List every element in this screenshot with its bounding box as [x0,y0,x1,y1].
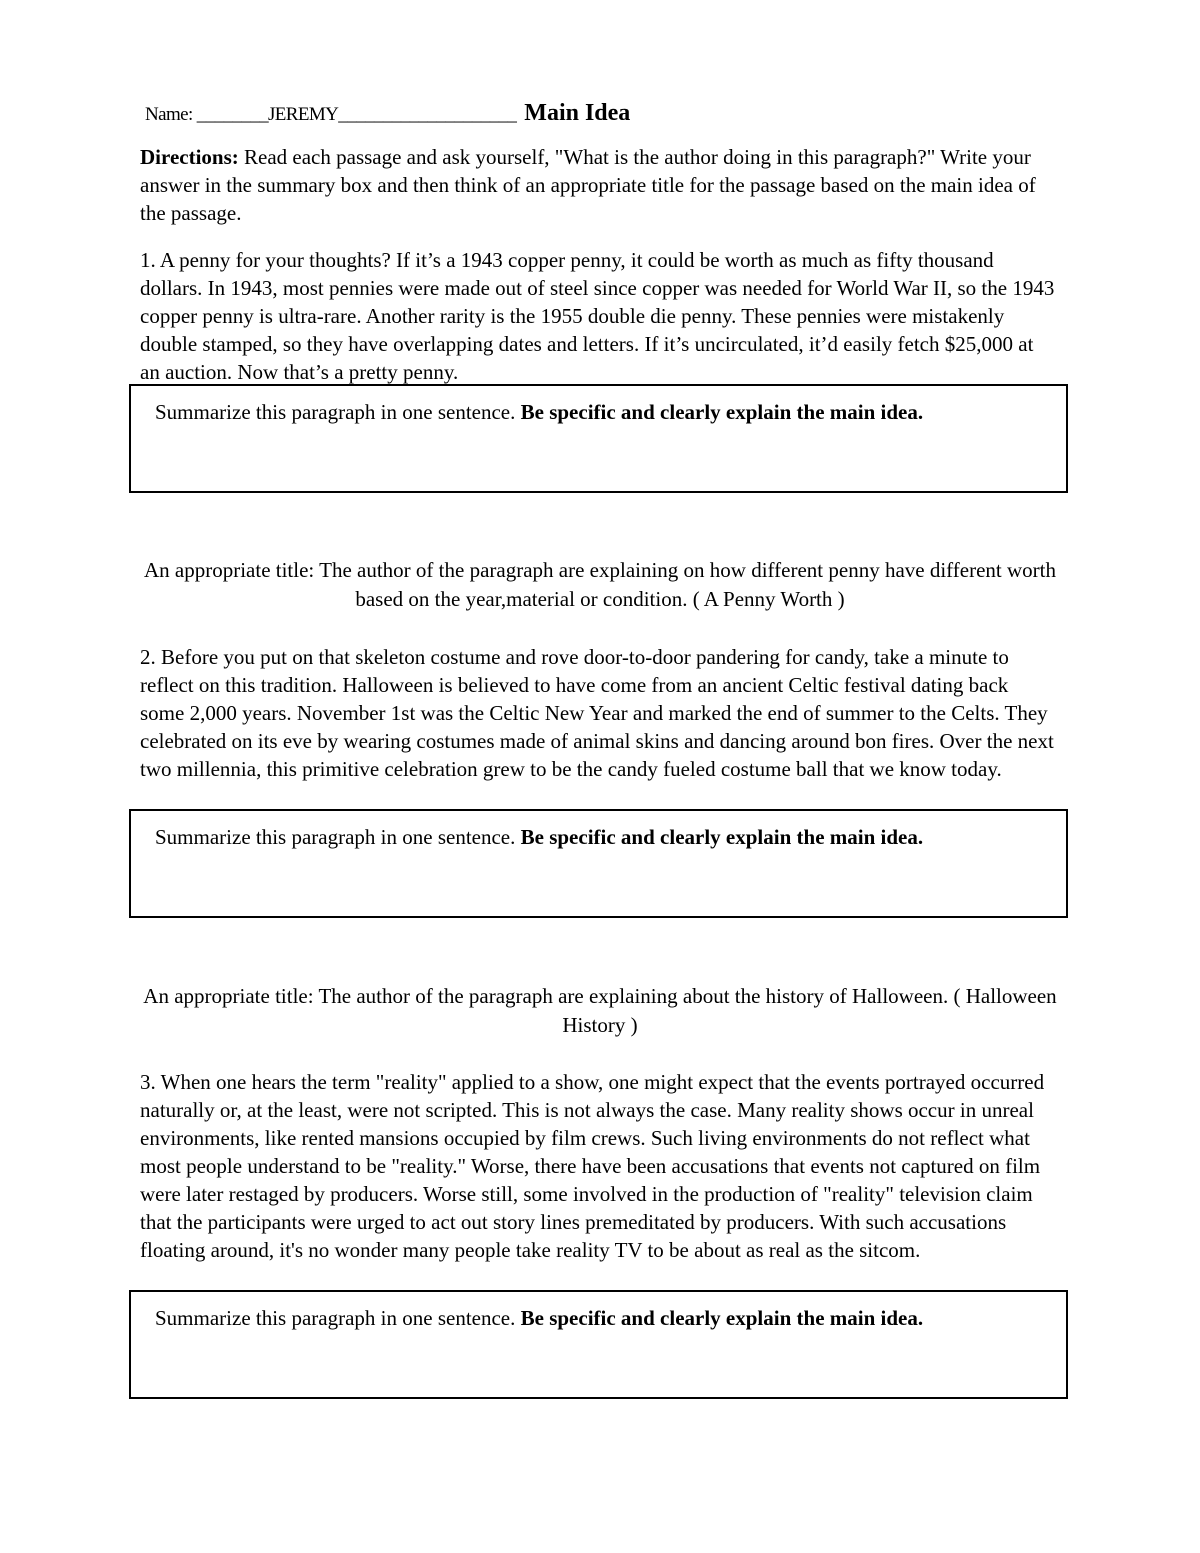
directions-label: Directions: [140,145,239,169]
name-value: ________JEREMY____________________ [196,104,517,125]
summary-prompt-emphasis: Be specific and clearly explain the main idea. [520,400,924,424]
name-label: Name: [145,104,197,125]
summary-prompt-emphasis: Be specific and clearly explain the main idea. [520,825,924,849]
answer-2-title: An appropriate title: The author of the paragraph are explaining about the history of Halloween. ( Halloween History ) [143,984,1057,1037]
passage-2-text: 2. Before you put on that skeleton costume and rove door-to-door pandering for candy, take a minute to reflect on this tradition. Halloween is believed to have come from an ancient Celtic festival dating back some 2,000 years. November 1st was the Celtic New Year and marked the end of summer to the Celts. They celebrated on its eve by wearing costumes made of animal skins and dancing around bon fires. Over the next two millennia, this primitive celebration grew to be the candy fueled costume ball that we know today. [140,645,1054,781]
summary-box-1[interactable] [129,384,1068,493]
summary-box-3[interactable] [129,1290,1068,1399]
passage-1-text: 1. A penny for your thoughts? If it’s a 1943 copper penny, it could be worth as much as fifty thousand dollars. In 1943, most pennies were made out of steel since copper was needed for World War II, so the 1943 copper penny is ultra-rare. Another rarity is the 1955 double die penny. These pennies were mistakenly double stamped, so they have overlapping dates and letters. If it’s uncirculated, it’d easily fetch $25,000 at an auction. Now that’s a pretty penny. [140,248,1055,384]
summary-box-3-prompt [155,1304,923,1332]
summary-box-1-prompt [155,398,923,426]
summary-box-2[interactable] [129,809,1068,918]
directions-text: Read each passage and ask yourself, "What is the author doing in this paragraph?" Write your answer in the summary box and then think of an appropriate title for the passage based on the main idea of the passage. [140,145,1036,225]
directions [140,143,1055,227]
page-title: Main Idea [524,100,631,126]
answer-1-title: An appropriate title: The author of the paragraph are explaining on how different penny have different worth based on the year,material or condition. ( A Penny Worth ) [143,558,1056,611]
passage-3-text: 3. When one hears the term "reality" applied to a show, one might expect that the events portrayed occurred naturally or, at the least, were not scripted. This is not always the case. Many reality shows occur in unreal environments, like rented mansions occupied by film crews. Such living environments do not reflect what most people understand to be "reality." Worse, there have been accusations that events not captured on film were later restaged by producers. Worse still, some involved in the production of "reality" television claim that the participants were urged to act out story lines premeditated by producers. With such accusations floating around, it's no wonder many people take reality TV to be about as real as the sitcom. [140,1070,1045,1262]
summary-prompt-text: Summarize this paragraph in one sentence. [155,825,521,849]
summary-box-2-prompt [155,823,923,851]
summary-prompt-text: Summarize this paragraph in one sentence. [155,400,521,424]
summary-prompt-emphasis: Be specific and clearly explain the main idea. [520,1306,924,1330]
summary-prompt-text: Summarize this paragraph in one sentence. [155,1306,521,1330]
worksheet-header [145,100,1045,134]
